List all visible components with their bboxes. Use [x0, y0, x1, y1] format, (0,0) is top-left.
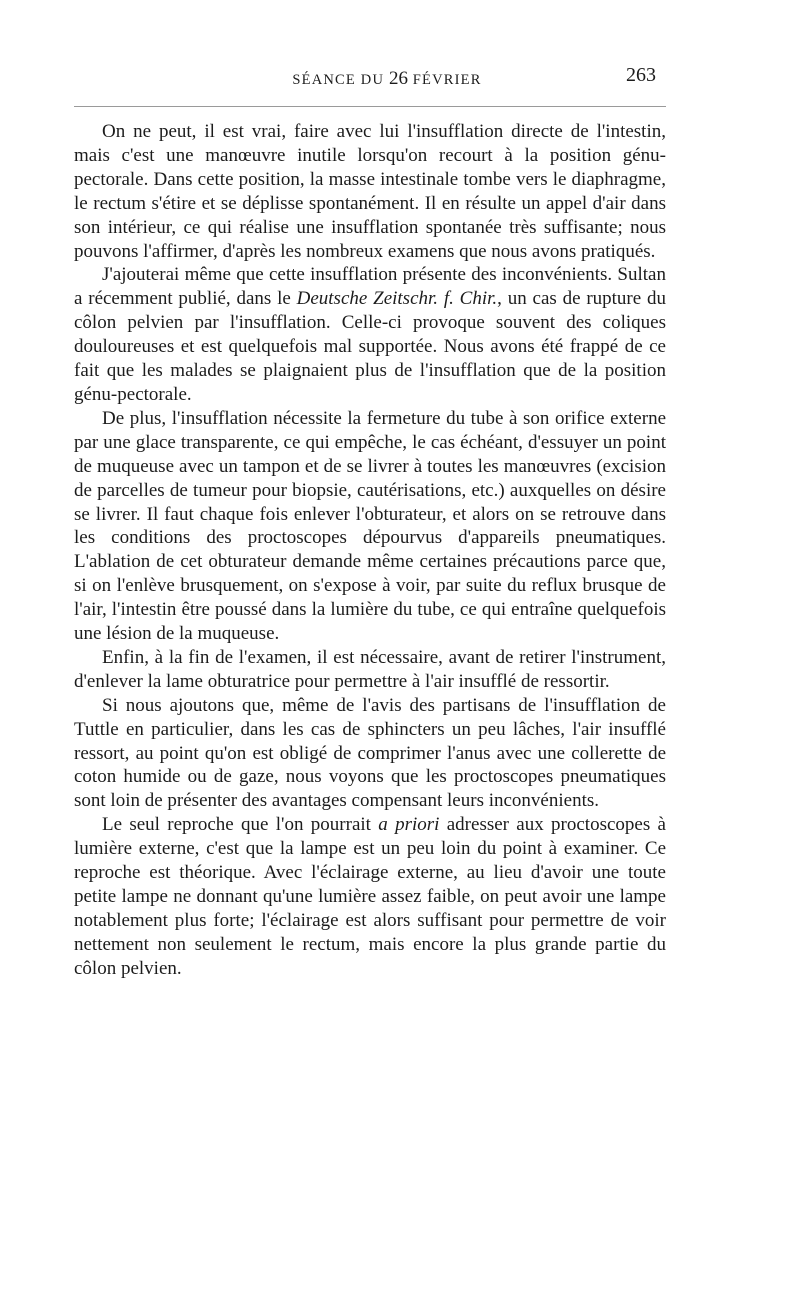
paragraph — [74, 813, 666, 980]
paragraph — [74, 646, 666, 694]
running-title-month: FÉVRIER — [407, 72, 482, 88]
page-number: 263 — [626, 64, 656, 86]
paragraph-text: Enfin, à la fin de l'examen, il est nécessaire, avant de retirer l'instrument, d'enlever la lame obturatrice pour permettre à l'air insufflé de ressortir. — [74, 646, 666, 692]
italic-text: a priori — [378, 814, 440, 836]
paragraph — [74, 407, 666, 646]
paragraph — [74, 694, 666, 814]
running-title-date-number: 26 — [388, 68, 408, 89]
paragraph-text: Si nous ajoutons que, même de l'avis des partisans de l'insufflation de Tuttle en particulier, dans les cas de sphincters un peu lâches, l'air insufflé ressort, au point qu'on est obligé de comprimer l'anus avec une collerette de coton humide ou de gaze, nous voyons que les proctoscopes pneumatiques sont loin de présenter des avantages compensant leurs inconvénients. — [74, 694, 666, 812]
paragraph — [74, 120, 666, 263]
italic-text: Deutsche Zeitschr. f. Chir. — [296, 288, 498, 310]
running-title — [100, 68, 674, 90]
paragraph-text: J'ajouterai même que cette insufflation présente des inconvénients. Sultan a récemment publié, dans le — [74, 264, 666, 310]
paragraph-text: adresser aux proctoscopes à lumière externe, c'est que la lampe est un peu loin du point à examiner. Ce reproche est théorique. Avec l'éclairage externe, au lieu d'avoir une toute petite lampe ne donnant qu'une lumière assez faible, on peut avoir une lampe notablement plus forte; l'éclairage est alors suffisant pour permettre de voir nettement non seulement le rectum, mais encore la plus grande partie du côlon pelvien. — [74, 814, 666, 979]
running-title-text: SÉANCE DU — [292, 72, 389, 88]
paragraph-text: , un cas de rupture du côlon pelvien par l'insufflation. Celle-ci provoque souvent des coliques douloureuses et est quelquefois mal supportée. Nous avons été frappé de ce fait que les malades se plaignaient plus de l'insufflation que de la position génu-pectorale. — [74, 288, 666, 405]
paragraph-text: De plus, l'insufflation nécessite la fermeture du tube à son orifice externe par une glace transparente, ce qui empêche, le cas échéant, d'essuyer un point de muqueuse avec un tampon et de se livrer à toutes les manœuvres (excision de parcelles de tumeur pour biopsie, cautérisations, etc.) auxquelles on désire se livrer. Il faut chaque fois enlever l'obturateur, et alors on se retrouve dans les conditions des proctoscopes dépourvus d'appareils pneumatiques. L'ablation de cet obturateur demande même certaines précautions parce que, si on l'enlève brusquement, on s'expose à voir, par suite du reflux brusque de l'air, l'intestin être poussé dans la lumière du tube, ce qui entraîne quelquefois une lésion de la muqueuse. — [74, 407, 666, 645]
paragraph-text: Le seul reproche que l'on pourrait — [102, 814, 379, 836]
running-header — [100, 64, 674, 94]
header-rule — [74, 106, 666, 107]
paragraph-text: On ne peut, il est vrai, faire avec lui l'insufflation directe de l'intestin, mais c'est une manœuvre inutile lorsqu'on recourt à la position génu-pectorale. Dans cette position, la masse intestinale tombe vers le diaphragme, le rectum s'étire et se déplisse spontanément. Il en résulte un appel d'air dans son intérieur, ce qui réalise une insufflation spontanée très suffisante; nous pouvons l'affirmer, d'après les nombreux examens que nous avons pratiqués. — [74, 121, 666, 262]
body-text — [74, 120, 666, 981]
paragraph — [74, 263, 666, 406]
